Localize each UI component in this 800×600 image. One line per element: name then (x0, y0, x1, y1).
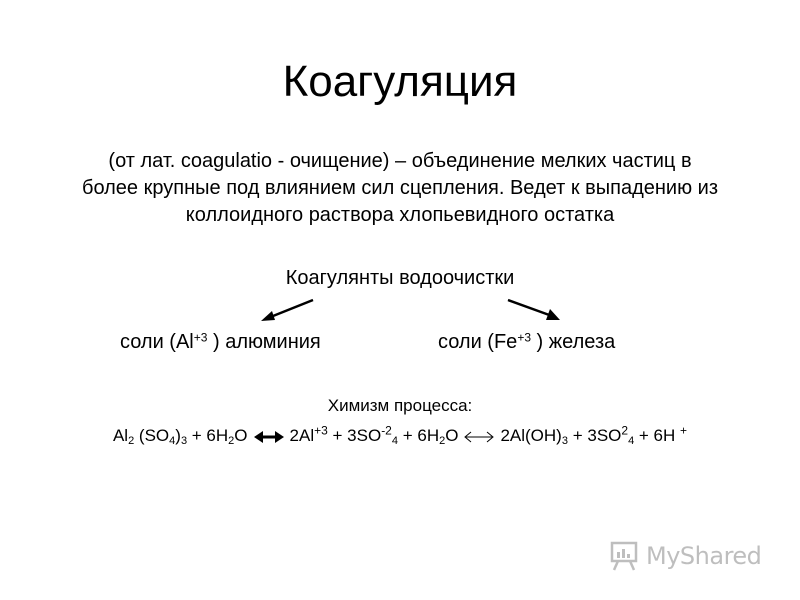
middle-al-charge: +3 (314, 423, 328, 438)
iron-salts-suffix: ) железа (531, 331, 616, 353)
reactant-water: + 6H (187, 426, 229, 445)
chemistry-heading: Химизм процесса: (327, 396, 473, 415)
reactant-al: Al (112, 426, 129, 445)
definition-line-1: (от лат. coagulatio - очищение) – объединение мелких частиц в (108, 150, 692, 172)
middle-al: 2Al (289, 426, 315, 445)
middle-water-o: O (445, 426, 459, 445)
aluminium-charge: +3 (193, 330, 208, 345)
thin-double-arrow-icon (464, 430, 494, 444)
slide-title: Коагуляция (282, 57, 518, 106)
reactant-al-index: 2 (128, 434, 135, 447)
watermark (608, 538, 761, 574)
middle-so4-charge: -2 (381, 423, 392, 438)
reactant-close: ) (175, 426, 181, 445)
iron-salts (438, 328, 615, 356)
product-so: + 3SO (567, 426, 622, 445)
reactant-water-o: O (234, 426, 248, 445)
middle-so4-index: 4 (391, 434, 398, 447)
middle-water-index: 2 (439, 434, 446, 447)
reactant-close-index: 3 (180, 434, 188, 447)
reactant-so4: (SO (134, 426, 170, 445)
definition-text (30, 148, 770, 229)
iron-charge: +3 (517, 330, 531, 345)
product-hydroxide-index: 3 (561, 434, 568, 447)
middle-so4: + 3SO (327, 426, 382, 445)
definition-line-3: коллоидного раствора хлопьевидного остатка (185, 204, 615, 226)
product-so-index: 4 (628, 434, 635, 447)
reactant-so4-index: 4 (169, 434, 176, 447)
middle-water: + 6H (397, 426, 440, 445)
right-arrow-icon (504, 296, 564, 326)
presentation-board-icon (608, 540, 640, 572)
definition-line-2: более крупные под влиянием сил сцепления. Ведет к выпадению из (82, 177, 718, 199)
watermark-text: MyShared (646, 542, 762, 570)
coagulants-heading: Коагулянты водоочистки (285, 267, 515, 289)
reaction-equation (0, 424, 800, 448)
bold-double-arrow-icon (254, 430, 284, 444)
product-h: + 6H (634, 426, 681, 445)
product-so-superscript: 2 (621, 423, 629, 438)
aluminium-salts-suffix: ) алюминия (207, 331, 321, 353)
left-arrow-icon (258, 296, 318, 326)
product-hydroxide: 2Al(OH) (500, 426, 562, 445)
iron-salts-prefix: соли (Fe (438, 331, 518, 353)
aluminium-salts (120, 328, 321, 356)
product-h-charge: + (680, 423, 688, 438)
reactant-water-index: 2 (228, 434, 235, 447)
aluminium-salts-prefix: соли (Al (120, 331, 194, 353)
